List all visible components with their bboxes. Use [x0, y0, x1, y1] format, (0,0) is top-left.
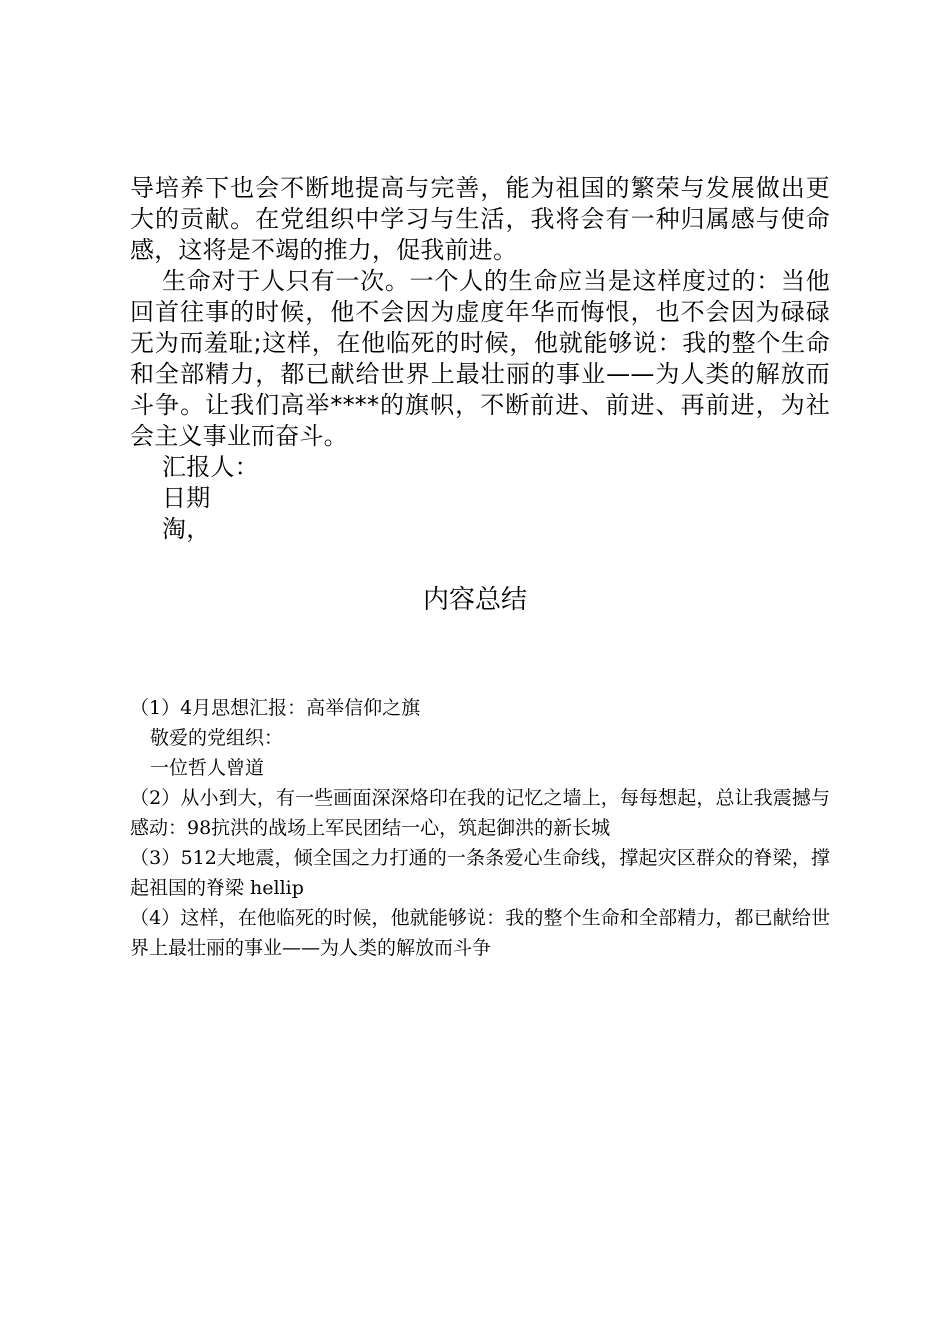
date-line: 日期 [162, 484, 211, 512]
summary-item-1-line-2: 敬爱的党组织： [150, 727, 284, 749]
summary-item-3: （3）512大地震，倾全国之力打通的一条条爱心生命线，撑起灾区群众的脊梁，撑起祖国的脊梁 hellip [130, 847, 830, 899]
summary-section [130, 693, 830, 963]
tao-line: 淘， [162, 515, 211, 543]
summary-item-2: （2）从小到大，有一些画面深深烙印在我的记忆之墙上，每每想起，总让我震撼与感动：98抗洪的战场上军民团结一心，筑起御洪的新长城 [130, 787, 830, 839]
summary-item-1-line-3: 一位哲人曾道 [150, 757, 265, 779]
summary-item-1: （1）4月思想汇报：高举信仰之旗 [130, 697, 421, 719]
summary-heading: 内容总结 [422, 585, 527, 615]
body-text [130, 173, 830, 545]
reporter-line: 汇报人： [162, 453, 259, 481]
paragraph-1: 导培养下也会不断地提高与完善，能为祖国的繁荣与发展做出更大的贡献。在党组织中学习与生活，我将会有一种归属感与使命感，这将是不竭的推力，促我前进。 [130, 174, 830, 264]
summary-item-4: （4）这样，在他临死的时候，他就能够说：我的整个生命和全部精力，都已献给世界上最壮丽的事业——为人类的解放而斗争 [130, 907, 830, 959]
paragraph-2: 生命对于人只有一次。一个人的生命应当是这样度过的：当他回首往事的时候，他不会因为虚度年华而悔恨，也不会因为碌碌无为而羞耻;这样，在他临死的时候，他就能够说：我的整个生命和全部精力，都已献给世界上最壮丽的事业——为人类的解放而斗争。让我们高举****的旗帜，不断前进、前进、再前进，为社会主义事业而奋斗。 [130, 267, 830, 450]
